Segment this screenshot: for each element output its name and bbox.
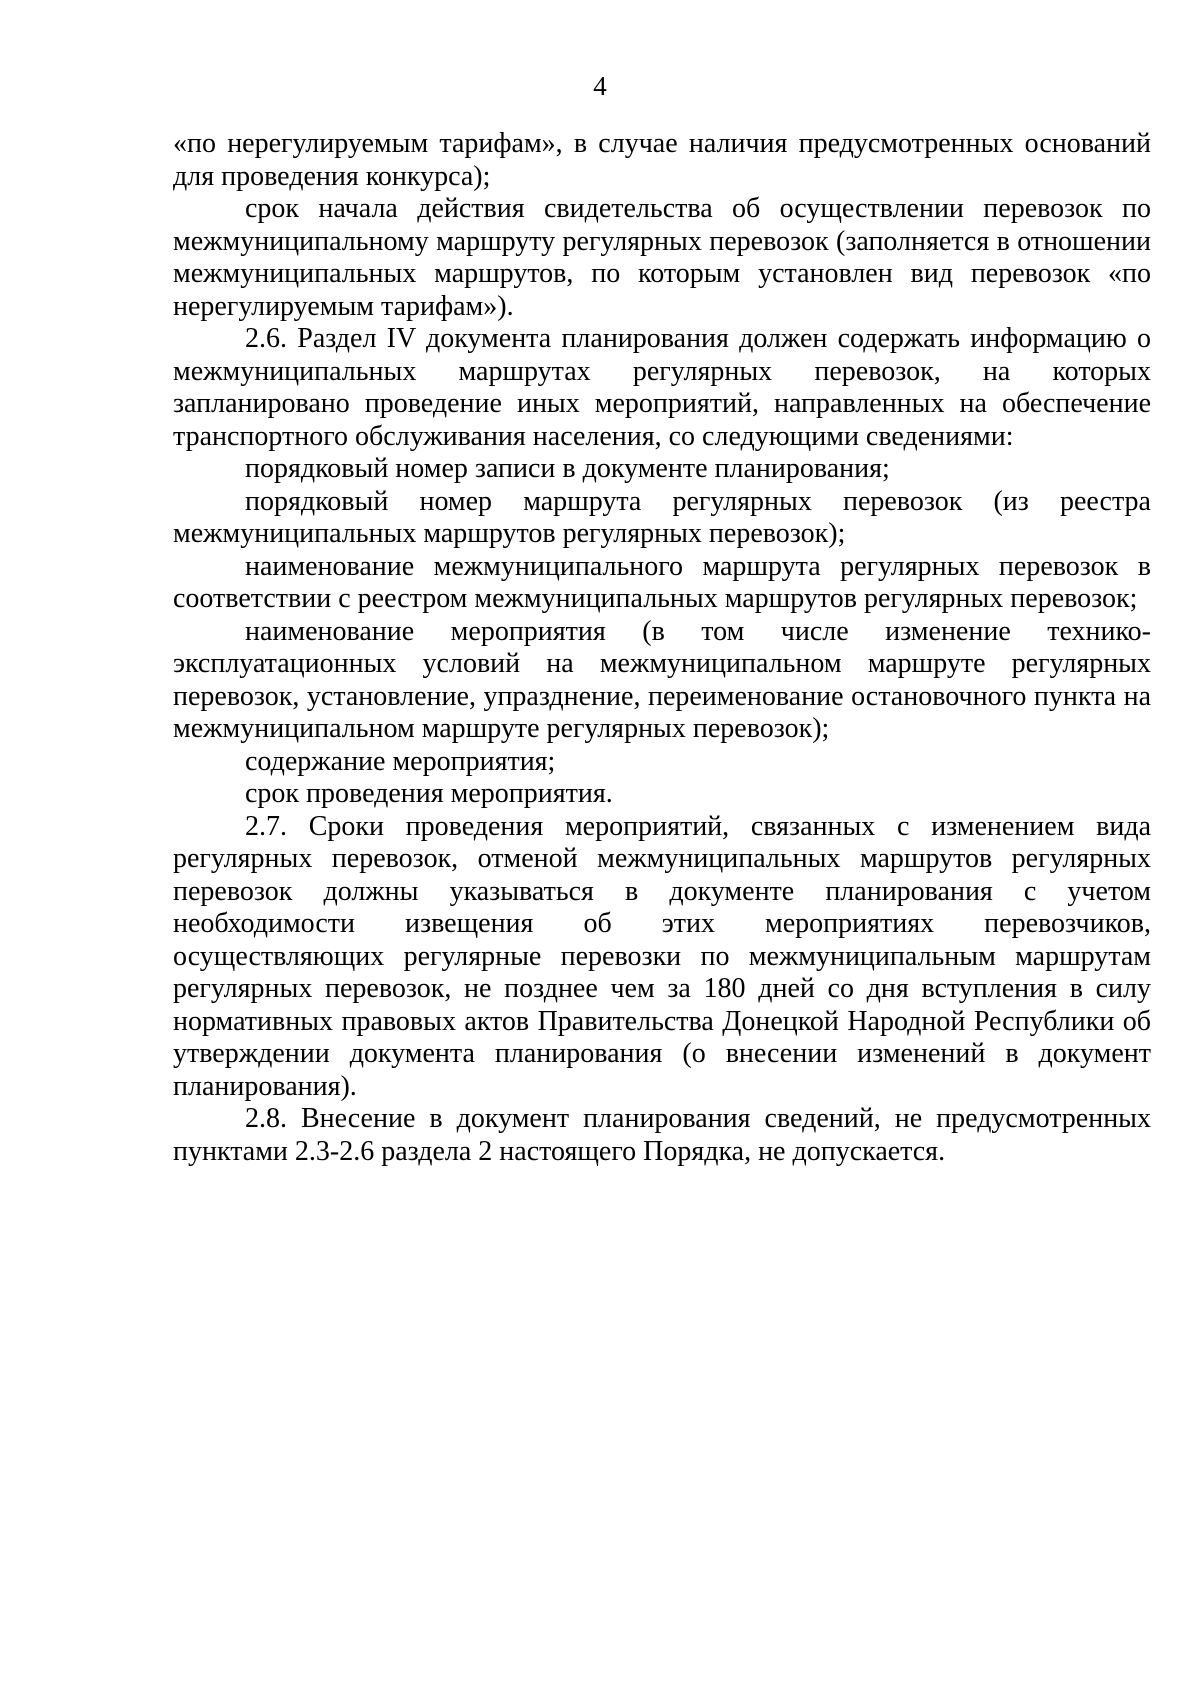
paragraph-section-2-8: 2.8. Внесение в документ планирования сведений, не предусмотренных пунктами 2.3-2.6 раздела 2 настоящего Порядка, не допускается. xyxy=(173,1103,1151,1167)
paragraph-tariff-continuation: «по нерегулируемым тарифам», в случае наличия предусмотренных оснований для проведения конкурса); xyxy=(173,128,1151,192)
paragraph-route-number: порядковый номер маршрута регулярных перевозок (из реестра межмуниципальных маршрутов регулярных перевозок); xyxy=(173,485,1151,549)
paragraph-route-name: наименование межмуниципального маршрута регулярных перевозок в соответствии с реестром межмуниципальных маршрутов регулярных перевозок; xyxy=(173,550,1151,614)
document-body xyxy=(173,128,1151,1168)
page-number: 4 xyxy=(593,71,607,101)
paragraph-record-number: порядковый номер записи в документе планирования; xyxy=(245,453,890,484)
paragraph-section-2-6: 2.6. Раздел IV документа планирования должен содержать информацию о межмуниципальных маршрутах регулярных перевозок, на которых запланировано проведение иных мероприятий, направленных на обеспечение транспортного обслуживания населения, со следующими сведениями: xyxy=(173,323,1151,452)
paragraph-event-name: наименование мероприятия (в том числе изменение технико-эксплуатационных условий на межмуниципальном маршруте регулярных перевозок, установление, упразднение, переименование остановочного пункта на межмуниципальном маршруте регулярных перевозок); xyxy=(173,615,1151,744)
paragraph-event-term: срок проведения мероприятия. xyxy=(245,778,613,809)
paragraph-certificate-term: срок начала действия свидетельства об осуществлении перевозок по межмуниципальному маршруту регулярных перевозок (заполняется в отношении межмуниципальных маршрутов, по которым установлен вид перевозок «по нерегулируемым тарифам»). xyxy=(173,193,1151,322)
paragraph-section-2-7: 2.7. Сроки проведения мероприятий, связанных с изменением вида регулярных перевозок, отменой межмуниципальных маршрутов регулярных перевозок должны указываться в документе планирования с учетом необходимости извещения об этих мероприятиях перевозчиков, осуществляющих регулярные перевозки по межмуниципальным маршрутам регулярных перевозок, не позднее чем за 180 дней со дня вступления в силу нормативных правовых актов Правительства Донецкой Народной Республики об утверждении документа планирования (о внесении изменений в документ планирования). xyxy=(173,810,1151,1102)
paragraph-event-content: содержание мероприятия; xyxy=(245,745,556,777)
